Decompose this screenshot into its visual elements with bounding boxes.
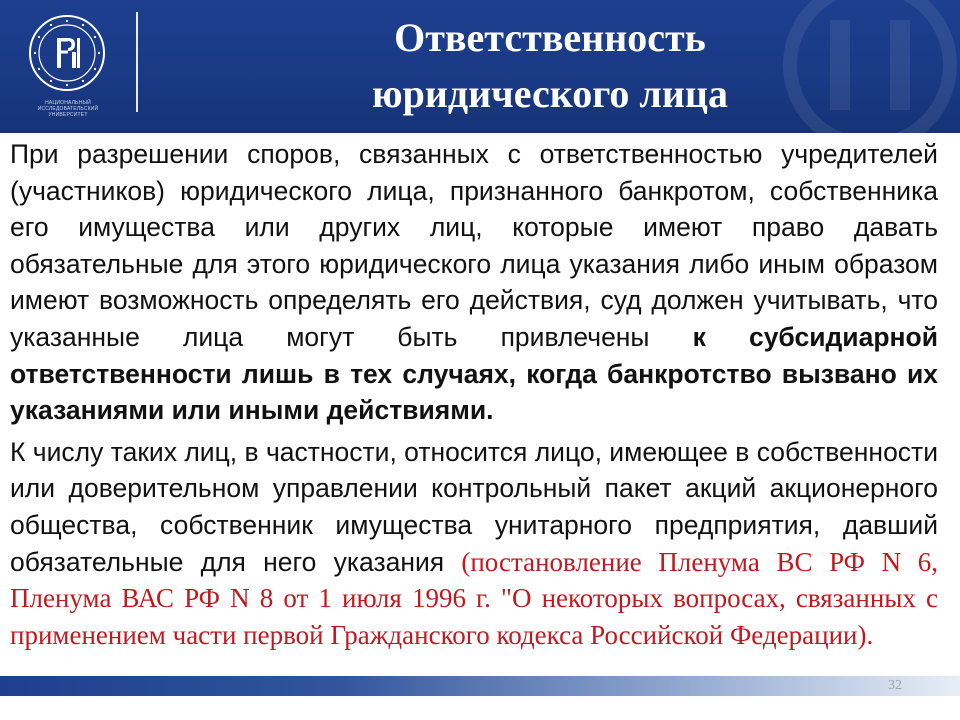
university-logo bbox=[28, 14, 106, 92]
paragraph-2 bbox=[10, 434, 938, 654]
title-line-2: юридического лица bbox=[372, 71, 728, 116]
footer-band bbox=[0, 676, 960, 696]
title-line-1: Ответственность bbox=[394, 15, 706, 60]
paragraph-1-bold-text: к субсидиарной ответственности лишь в тех случаях, когда банкротство вызвано их указаниями или иными действиями. bbox=[10, 321, 939, 426]
paragraph-2-text: К числу таких лиц, в частности, относится лицо, имеющее в собственности или доверительном управлении контрольный пакет акций акционерного общества, собственник имущества унитарного предприятия, давший обязательные для него указания bbox=[10, 436, 938, 577]
logo-caption: НАЦИОНАЛЬНЫЙ ИССЛЕДОВАТЕЛЬСКИЙ УНИВЕРСИТЕТ bbox=[37, 100, 99, 118]
slide-body bbox=[10, 136, 938, 653]
slide-title bbox=[300, 10, 800, 122]
paragraph-1 bbox=[10, 136, 938, 429]
paragraph-1-text: При разрешении споров, связанных с ответственностью учредителей (участников) юридического лица, признанного банкротом, собственника его имущества или других лиц, которые имеют право давать обязательные для этого юридического лица указания либо иным образом имеют возможность определять его действия, суд должен учитывать, что указанные лица могут быть привлечены bbox=[10, 139, 938, 352]
paragraph-2-citation: (постановление Пленума ВС РФ N 6, Пленума ВАС РФ N 8 от 1 июля 1996 г. "О некоторых вопросах, связанных с применением части первой Гражданского кодекса Российской Федерации). bbox=[10, 546, 938, 650]
header-divider bbox=[136, 12, 138, 112]
slide-header bbox=[0, 0, 960, 133]
page-number: 32 bbox=[888, 678, 902, 693]
